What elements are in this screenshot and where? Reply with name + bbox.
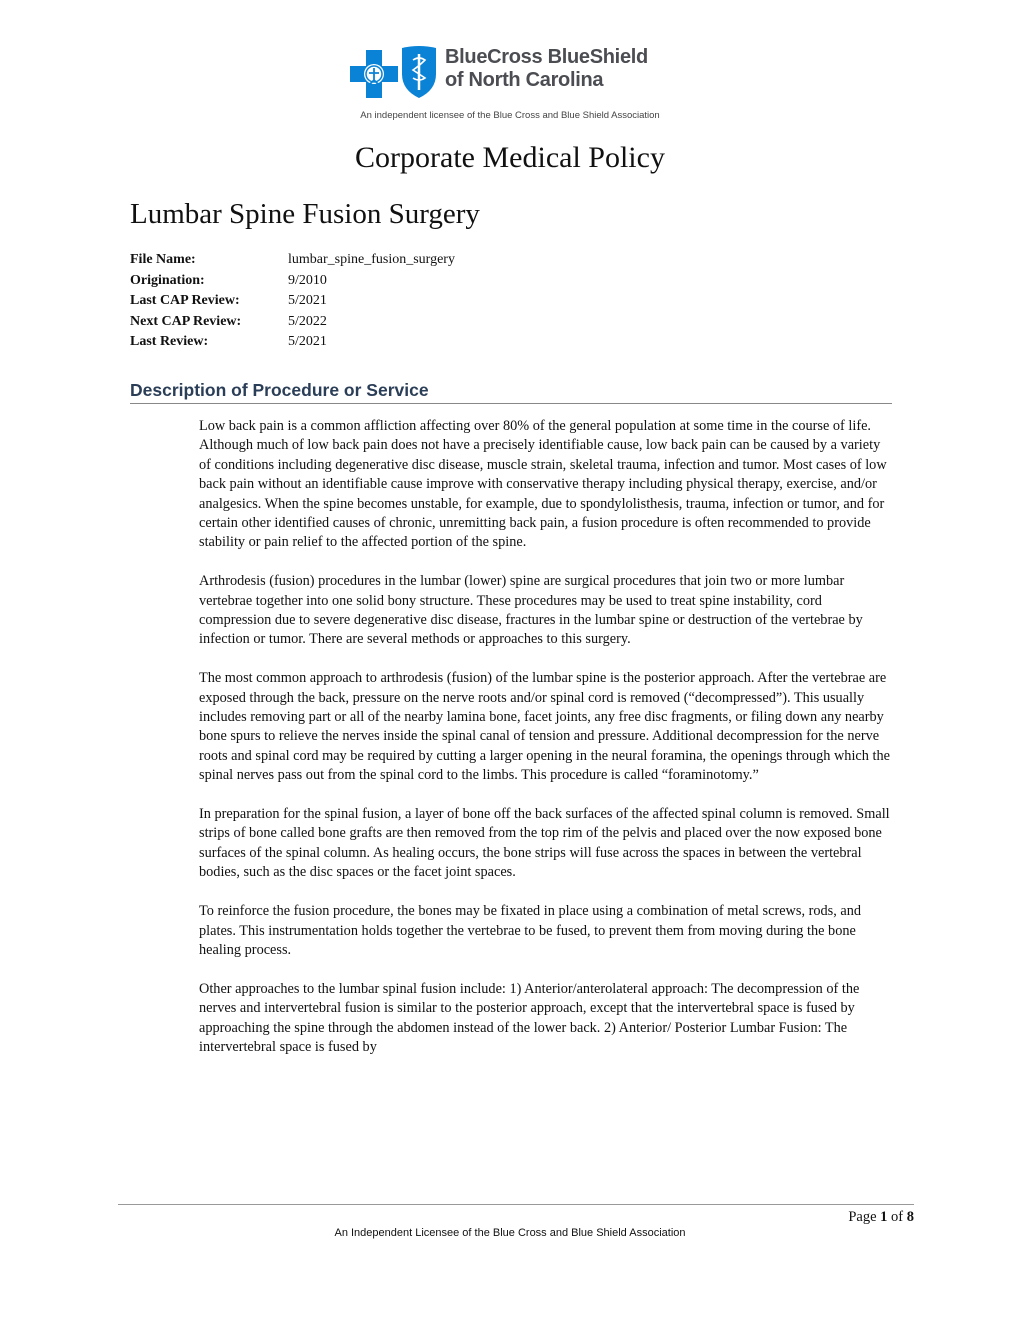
- footer-divider: [118, 1204, 914, 1205]
- meta-row-origination: [130, 271, 455, 292]
- meta-label: Last CAP Review:: [130, 293, 240, 309]
- meta-row-next-cap-review: [130, 312, 455, 333]
- header-tagline: An independent licensee of the Blue Cross and Blue Shield Association: [360, 110, 660, 121]
- page-total: 8: [906, 1209, 914, 1225]
- meta-row-last-review: [130, 332, 455, 353]
- page-title: Corporate Medical Policy: [355, 141, 665, 174]
- body-paragraph: The most common approach to arthrodesis (fusion) of the lumbar spine is the posterior approach. After the vertebrae are exposed through the back, pressure on the nerve roots and/or spinal cord is removed (“decompressed”). This usually includes removing part or all of the nearby lamina bone, facet joints, any free disc fragments, or filing down any nearby bone spurs to relieve the nerves inside the spinal canal of tension and pressure. Additional decompression for the nerve roots and spinal cord may be required by cutting a larger opening in the neural foramina, the openings through which the spinal nerves pass out from the spinal cord to the limbs. This procedure is called “foraminotomy.”: [199, 670, 890, 784]
- body-paragraph: Arthrodesis (fusion) procedures in the lumbar (lower) spine are surgical procedures that join two or more lumbar vertebrae together into one solid bony structure. These procedures may be used to treat spine instability, cord compression due to severe degenerative disc disease, fractures in the lumbar spine or destruction of the vertebrae by infection or tumor. There are several methods or approaches to this surgery.: [199, 573, 863, 648]
- brand-name-line2: of North Carolina: [445, 69, 604, 91]
- body-paragraph: To reinforce the fusion procedure, the bones may be fixated in place using a combination of metal screws, rods, and plates. This instrumentation holds together the vertebrae to be fused, to prevent them from moving during the bone healing process.: [199, 903, 861, 958]
- meta-value: lumbar_spine_fusion_surgery: [288, 252, 455, 268]
- blue-cross-icon: [350, 50, 398, 98]
- policy-title: Lumbar Spine Fusion Surgery: [130, 198, 480, 230]
- blue-shield-icon: [400, 44, 438, 100]
- policy-meta: [130, 250, 455, 353]
- page-current: 1: [880, 1209, 888, 1225]
- meta-row-last-cap-review: [130, 291, 455, 312]
- meta-row-file-name: [130, 250, 455, 271]
- bcbs-logo: [350, 42, 680, 124]
- body-paragraph: Other approaches to the lumbar spinal fusion include: 1) Anterior/anterolateral approach: The decompression of the nerves and intervertebral fusion is similar to the posterior approach, except that the intervertebral space is fused by approaching the spine through the abdomen instead of the lower back. 2) Anterior/ Posterior Lumbar Fusion: The intervertebral space is fused by: [199, 980, 860, 1055]
- meta-label: Next CAP Review:: [130, 313, 242, 329]
- meta-label: File Name:: [130, 252, 196, 268]
- section-body: [199, 417, 895, 1077]
- meta-label: Origination:: [130, 272, 205, 288]
- page-label: Page: [848, 1209, 877, 1225]
- brand-name-line1: BlueCross BlueShield: [445, 46, 648, 68]
- body-paragraph: Low back pain is a common affliction affecting over 80% of the general population at some time in the course of life. Although much of low back pain does not have a precisely identifiable cause, low back pain can be caused by a variety of conditions including degenerative disc disease, muscle strain, skeletal trauma, infection and tumor. Most cases of low back pain without an identifiable cause improve with conservative therapy including physical therapy, exercise, and/or analgesics. When the spine becomes unstable, for example, due to spondylolisthesis, trauma, infection or tumor, and for certain other identified causes of chronic, unremitting back pain, a fusion procedure is often recommended to provide stability or pain relief to the affected portion of the spine.: [199, 418, 887, 551]
- meta-value: 5/2022: [288, 313, 327, 329]
- meta-value: 5/2021: [288, 293, 327, 309]
- meta-label: Last Review:: [130, 334, 209, 350]
- meta-value: 9/2010: [288, 272, 327, 288]
- meta-value: 5/2021: [288, 334, 327, 350]
- page-number: [848, 1209, 914, 1226]
- page-of: of: [891, 1209, 904, 1225]
- body-paragraph: In preparation for the spinal fusion, a layer of bone off the back surfaces of the affected spinal column is removed. Small strips of bone called bone grafts are then removed from the top rim of the pelvis and placed over the now exposed bone surfaces of the spinal column. As healing occurs, the bone strips will fuse across the spaces in between the vertebral bodies, such as the disc spaces or the facet joint spaces.: [199, 806, 890, 881]
- footer-note: An Independent Licensee of the Blue Cross and Blue Shield Association: [334, 1227, 686, 1239]
- section-heading: Description of Procedure or Service: [130, 380, 892, 404]
